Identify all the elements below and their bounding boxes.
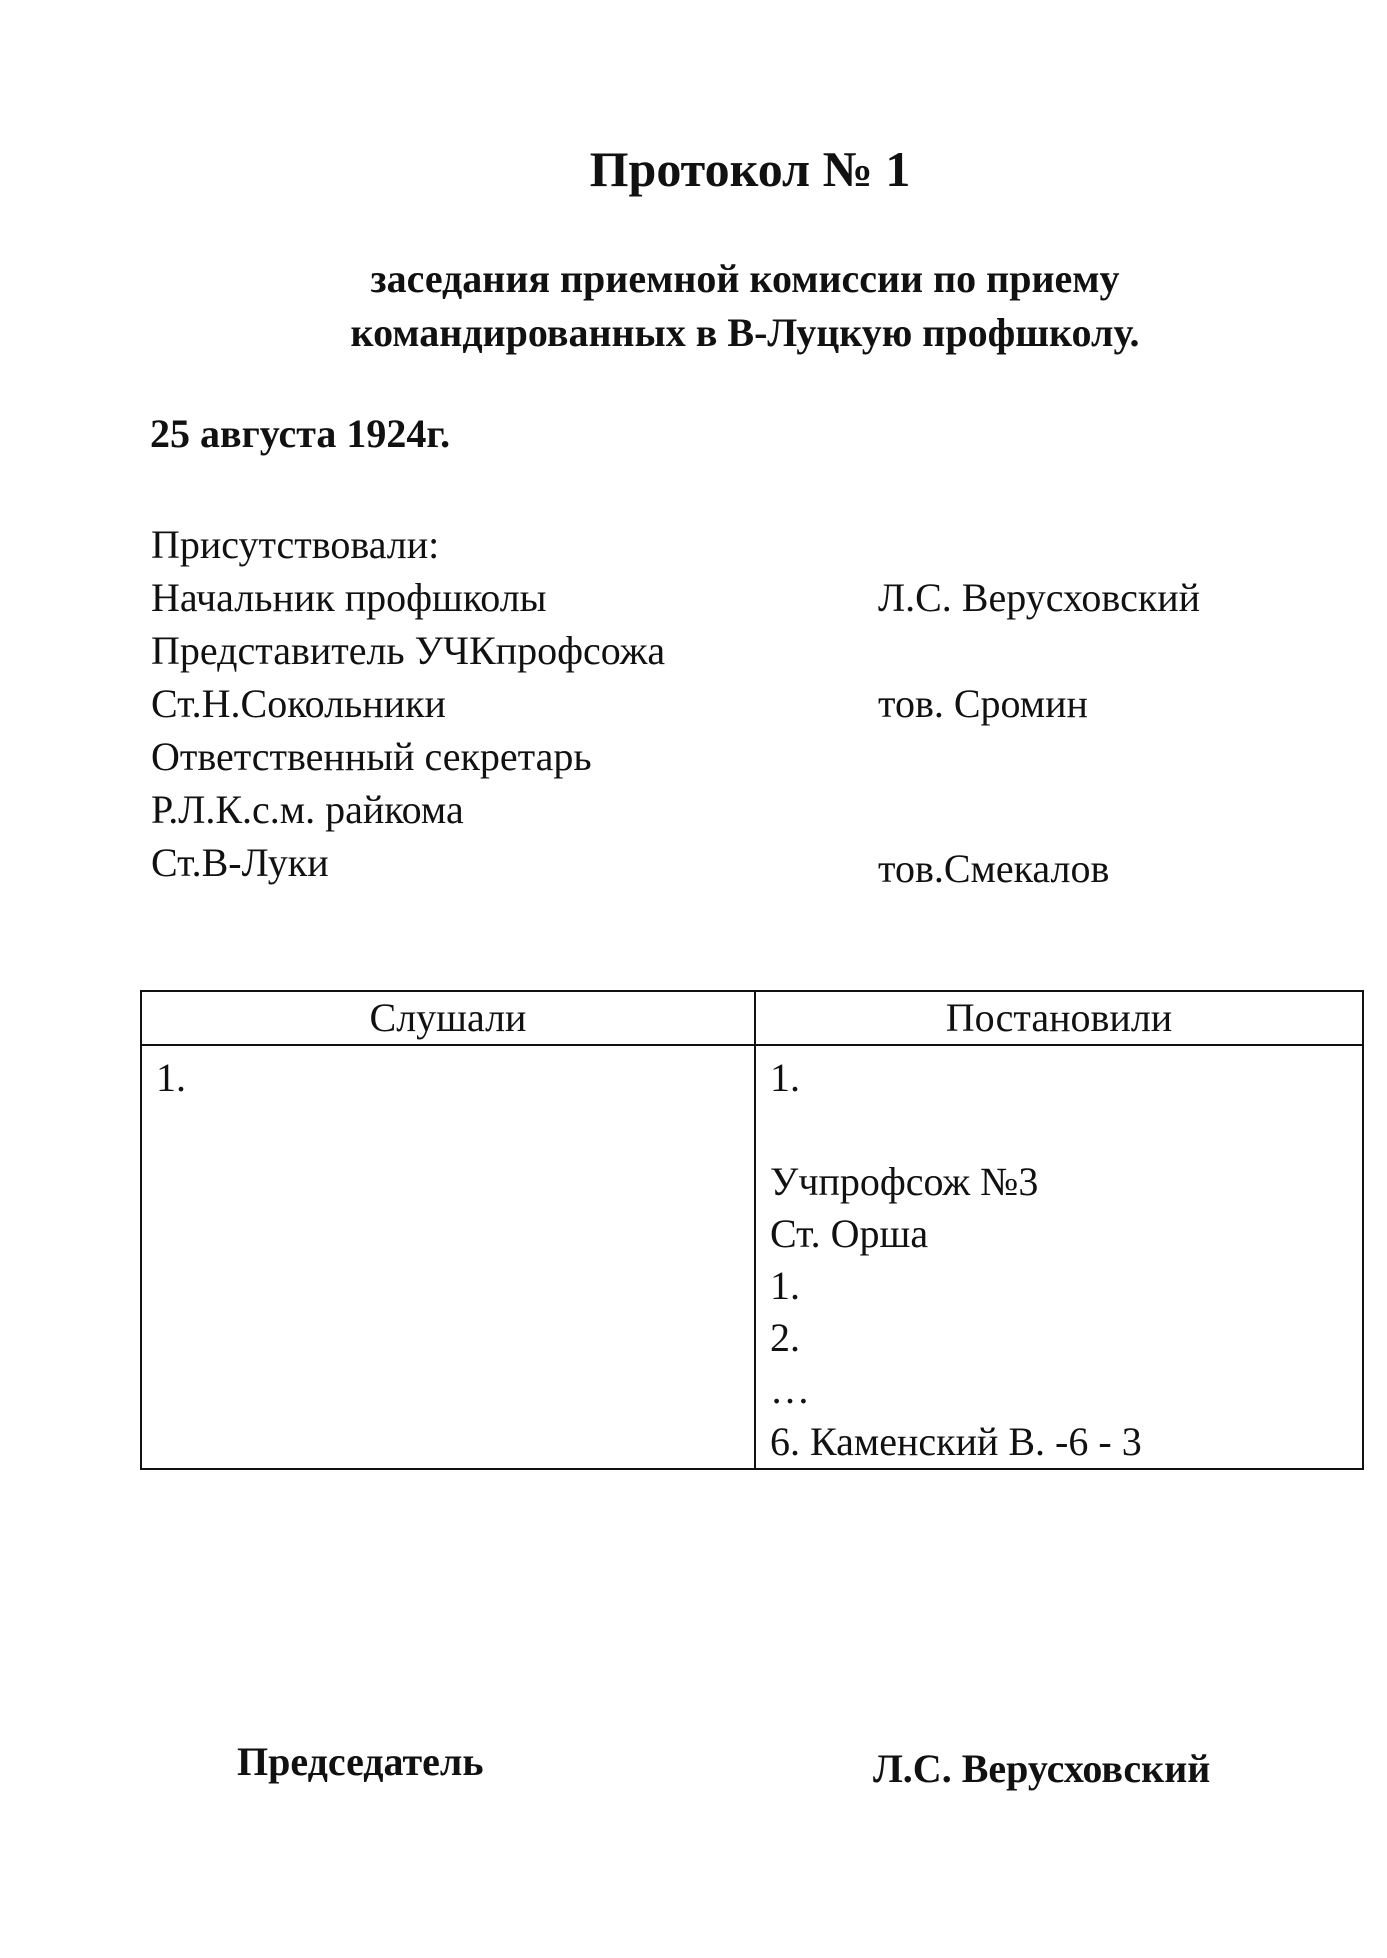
heard-cell [141, 1045, 755, 1469]
attendee-name: тов. Сромин [878, 681, 1088, 726]
attendee-role: Ответственный секретарь [151, 734, 592, 779]
header-heard: Слушали [141, 991, 755, 1045]
cell-line: 2. [770, 1315, 800, 1360]
attendee-name: тов.Смекалов [878, 846, 1110, 891]
attendance-left [151, 518, 665, 889]
signature-name: Л.С. Верусховский [873, 1746, 1211, 1791]
cell-line: 1. [770, 1263, 800, 1308]
subtitle-line: командированных в В-Луцкую профшколу. [350, 310, 1140, 355]
cell-line: 1. [156, 1055, 186, 1100]
attendee-role: Начальник профшколы [151, 575, 547, 620]
attendance-right [878, 571, 1200, 895]
attendee-role: Ст.Н.Сокольники [151, 681, 446, 726]
attendance-heading: Присутствовали: [151, 522, 440, 567]
cell-line: 1. [770, 1055, 800, 1100]
protocol-table [140, 990, 1364, 1470]
attendee-name [878, 730, 1200, 783]
attendee-role: Р.Л.К.с.м. райкома [151, 787, 464, 832]
attendee-name: Л.С. Верусховский [878, 575, 1201, 620]
document-subtitle [160, 252, 1330, 360]
attendee-role: Представитель УЧКпрофсожа [151, 628, 666, 673]
cell-line: 6. Каменский В. -6 - 3 [770, 1419, 1142, 1464]
cell-line: Учпрофсож №3 [770, 1159, 1039, 1204]
header-resolved: Постановили [755, 991, 1363, 1045]
signature-role: Председатель [237, 1739, 484, 1784]
subtitle-line: заседания приемной комиссии по приему [370, 256, 1120, 301]
attendee-name [878, 624, 1200, 677]
cell-line: … [770, 1367, 810, 1412]
document-date: 25 августа 1924г. [150, 411, 451, 456]
resolved-cell [755, 1045, 1363, 1469]
cell-line: Ст. Орша [770, 1211, 929, 1256]
document-title: Протокол № 1 [589, 141, 911, 197]
cell-line [770, 1104, 1348, 1156]
attendee-name [878, 783, 1200, 836]
attendee-role: Ст.В-Луки [151, 840, 329, 885]
